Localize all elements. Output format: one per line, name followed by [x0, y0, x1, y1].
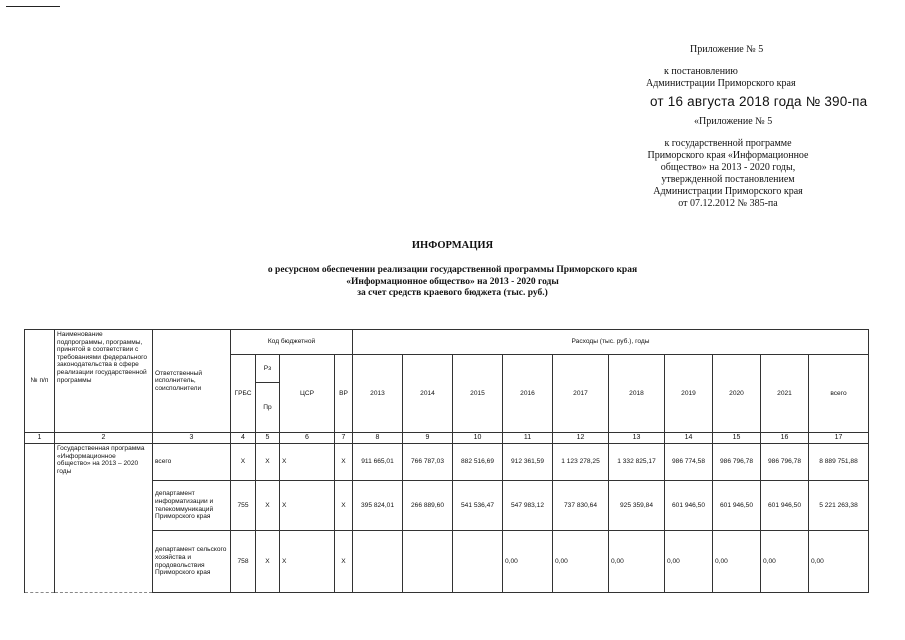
resource-table — [24, 329, 869, 593]
program-line: от 07.12.2012 № 385-па — [678, 198, 778, 209]
row-value: 737 830,64 — [553, 481, 609, 531]
column-number: 17 — [809, 433, 869, 444]
row-value — [453, 531, 503, 593]
header-grbs: ГРБС — [231, 355, 256, 433]
row-vr: Х — [335, 481, 353, 531]
header-year: 2017 — [553, 355, 609, 433]
row-value: 266 889,60 — [403, 481, 453, 531]
column-number: 1 — [25, 433, 55, 444]
column-number-row — [25, 433, 869, 444]
resolution-line-2: Администрации Приморского края — [646, 78, 796, 89]
row-value: 766 787,03 — [403, 444, 453, 481]
program-line: Администрации Приморского края — [653, 186, 803, 197]
header-budget-code: Код бюджетной — [231, 330, 353, 355]
row-executor: департамент информатизации и телекоммуникаций Приморского края — [153, 481, 231, 531]
column-number: 8 — [353, 433, 403, 444]
column-number: 4 — [231, 433, 256, 444]
header-year: 2019 — [665, 355, 713, 433]
program-line: общество» на 2013 - 2020 годы, — [660, 162, 796, 173]
column-number: 7 — [335, 433, 353, 444]
header-year: 2018 — [609, 355, 665, 433]
document-title: ИНФОРМАЦИЯ — [411, 240, 494, 251]
resolution-date-stamp: от 16 августа 2018 года № 390-па — [650, 94, 868, 109]
column-number: 2 — [55, 433, 153, 444]
row-value: 882 516,69 — [453, 444, 503, 481]
row-value: 0,00 — [761, 531, 809, 593]
column-number: 13 — [609, 433, 665, 444]
row-vr: Х — [335, 531, 353, 593]
header-pr: Пр — [256, 383, 280, 433]
row-rz-pr: Х — [256, 481, 280, 531]
row-num — [25, 444, 55, 593]
column-number: 15 — [713, 433, 761, 444]
header-year: 2020 — [713, 355, 761, 433]
header-executor: Ответственный исполнитель, соисполнители — [153, 330, 231, 433]
column-number: 6 — [280, 433, 335, 444]
header-year: 2015 — [453, 355, 503, 433]
row-value: 986 796,78 — [713, 444, 761, 481]
header-csr: ЦСР — [280, 355, 335, 433]
row-value: 986 796,78 — [761, 444, 809, 481]
resolution-line-1: к постановлению — [664, 66, 738, 77]
program-reference — [618, 138, 838, 210]
row-value: 5 221 263,38 — [809, 481, 869, 531]
row-value: 0,00 — [609, 531, 665, 593]
row-value: 1 123 278,25 — [553, 444, 609, 481]
program-line: Приморского края «Информационное — [647, 150, 809, 161]
header-year: 2021 — [761, 355, 809, 433]
row-value: 911 665,01 — [353, 444, 403, 481]
document-subtitle — [0, 265, 905, 300]
column-number: 5 — [256, 433, 280, 444]
row-value: 0,00 — [503, 531, 553, 593]
row-csr: Х — [280, 444, 335, 481]
row-value: 0,00 — [809, 531, 869, 593]
row-rz-pr: Х — [256, 444, 280, 481]
row-csr: Х — [280, 531, 335, 593]
appendix-quote: «Приложение № 5 — [694, 116, 773, 127]
row-value — [353, 531, 403, 593]
subtitle-line: о ресурсном обеспечении реализации государственной программы Приморского края — [267, 265, 638, 275]
header-num: № п/п — [25, 330, 55, 433]
row-value: 547 983,12 — [503, 481, 553, 531]
header-rz: Рз — [256, 355, 280, 383]
subtitle-line: «Информационное общество» на 2013 - 2020 годы — [346, 276, 559, 287]
header-row-1 — [25, 330, 869, 355]
row-value — [403, 531, 453, 593]
column-number: 11 — [503, 433, 553, 444]
row-value: 986 774,58 — [665, 444, 713, 481]
appendix-title: Приложение № 5 — [690, 44, 764, 55]
top-rule — [6, 6, 60, 7]
row-vr: Х — [335, 444, 353, 481]
column-number: 9 — [403, 433, 453, 444]
row-value: 0,00 — [713, 531, 761, 593]
row-value: 8 889 751,88 — [809, 444, 869, 481]
header-year: 2016 — [503, 355, 553, 433]
program-name: Государственная программа «Информационное общество» на 2013 – 2020 годы — [55, 444, 153, 593]
row-value: 0,00 — [665, 531, 713, 593]
header-name: Наименование подпрограммы, программы, принятой в соответствии с требованиями федерального законодательства в сфере реализации государственной программы — [55, 330, 153, 433]
subtitle-line: за счет средств краевого бюджета (тыс. руб.) — [357, 288, 548, 298]
header-expenses: Расходы (тыс. руб.), годы — [353, 330, 869, 355]
table-row — [25, 444, 869, 481]
row-value: 601 946,50 — [761, 481, 809, 531]
row-csr: Х — [280, 481, 335, 531]
row-value: 1 332 825,17 — [609, 444, 665, 481]
header-vr: ВР — [335, 355, 353, 433]
row-rz-pr: Х — [256, 531, 280, 593]
header-year: всего — [809, 355, 869, 433]
row-value: 395 824,01 — [353, 481, 403, 531]
program-line: к государственной программе — [664, 138, 792, 149]
program-line: утвержденной постановлением — [661, 174, 795, 185]
row-value: 601 946,50 — [713, 481, 761, 531]
row-grbs: 755 — [231, 481, 256, 531]
row-value: 912 361,59 — [503, 444, 553, 481]
row-value: 925 359,84 — [609, 481, 665, 531]
row-grbs: 758 — [231, 531, 256, 593]
row-value: 541 536,47 — [453, 481, 503, 531]
row-executor: департамент сельского хозяйства и продовольствия Приморского края — [153, 531, 231, 593]
row-value: 0,00 — [553, 531, 609, 593]
header-year: 2013 — [353, 355, 403, 433]
column-number: 16 — [761, 433, 809, 444]
header-year: 2014 — [403, 355, 453, 433]
column-number: 10 — [453, 433, 503, 444]
row-grbs: Х — [231, 444, 256, 481]
row-value: 601 946,50 — [665, 481, 713, 531]
column-number: 14 — [665, 433, 713, 444]
row-executor: всего — [153, 444, 231, 481]
column-number: 12 — [553, 433, 609, 444]
column-number: 3 — [153, 433, 231, 444]
